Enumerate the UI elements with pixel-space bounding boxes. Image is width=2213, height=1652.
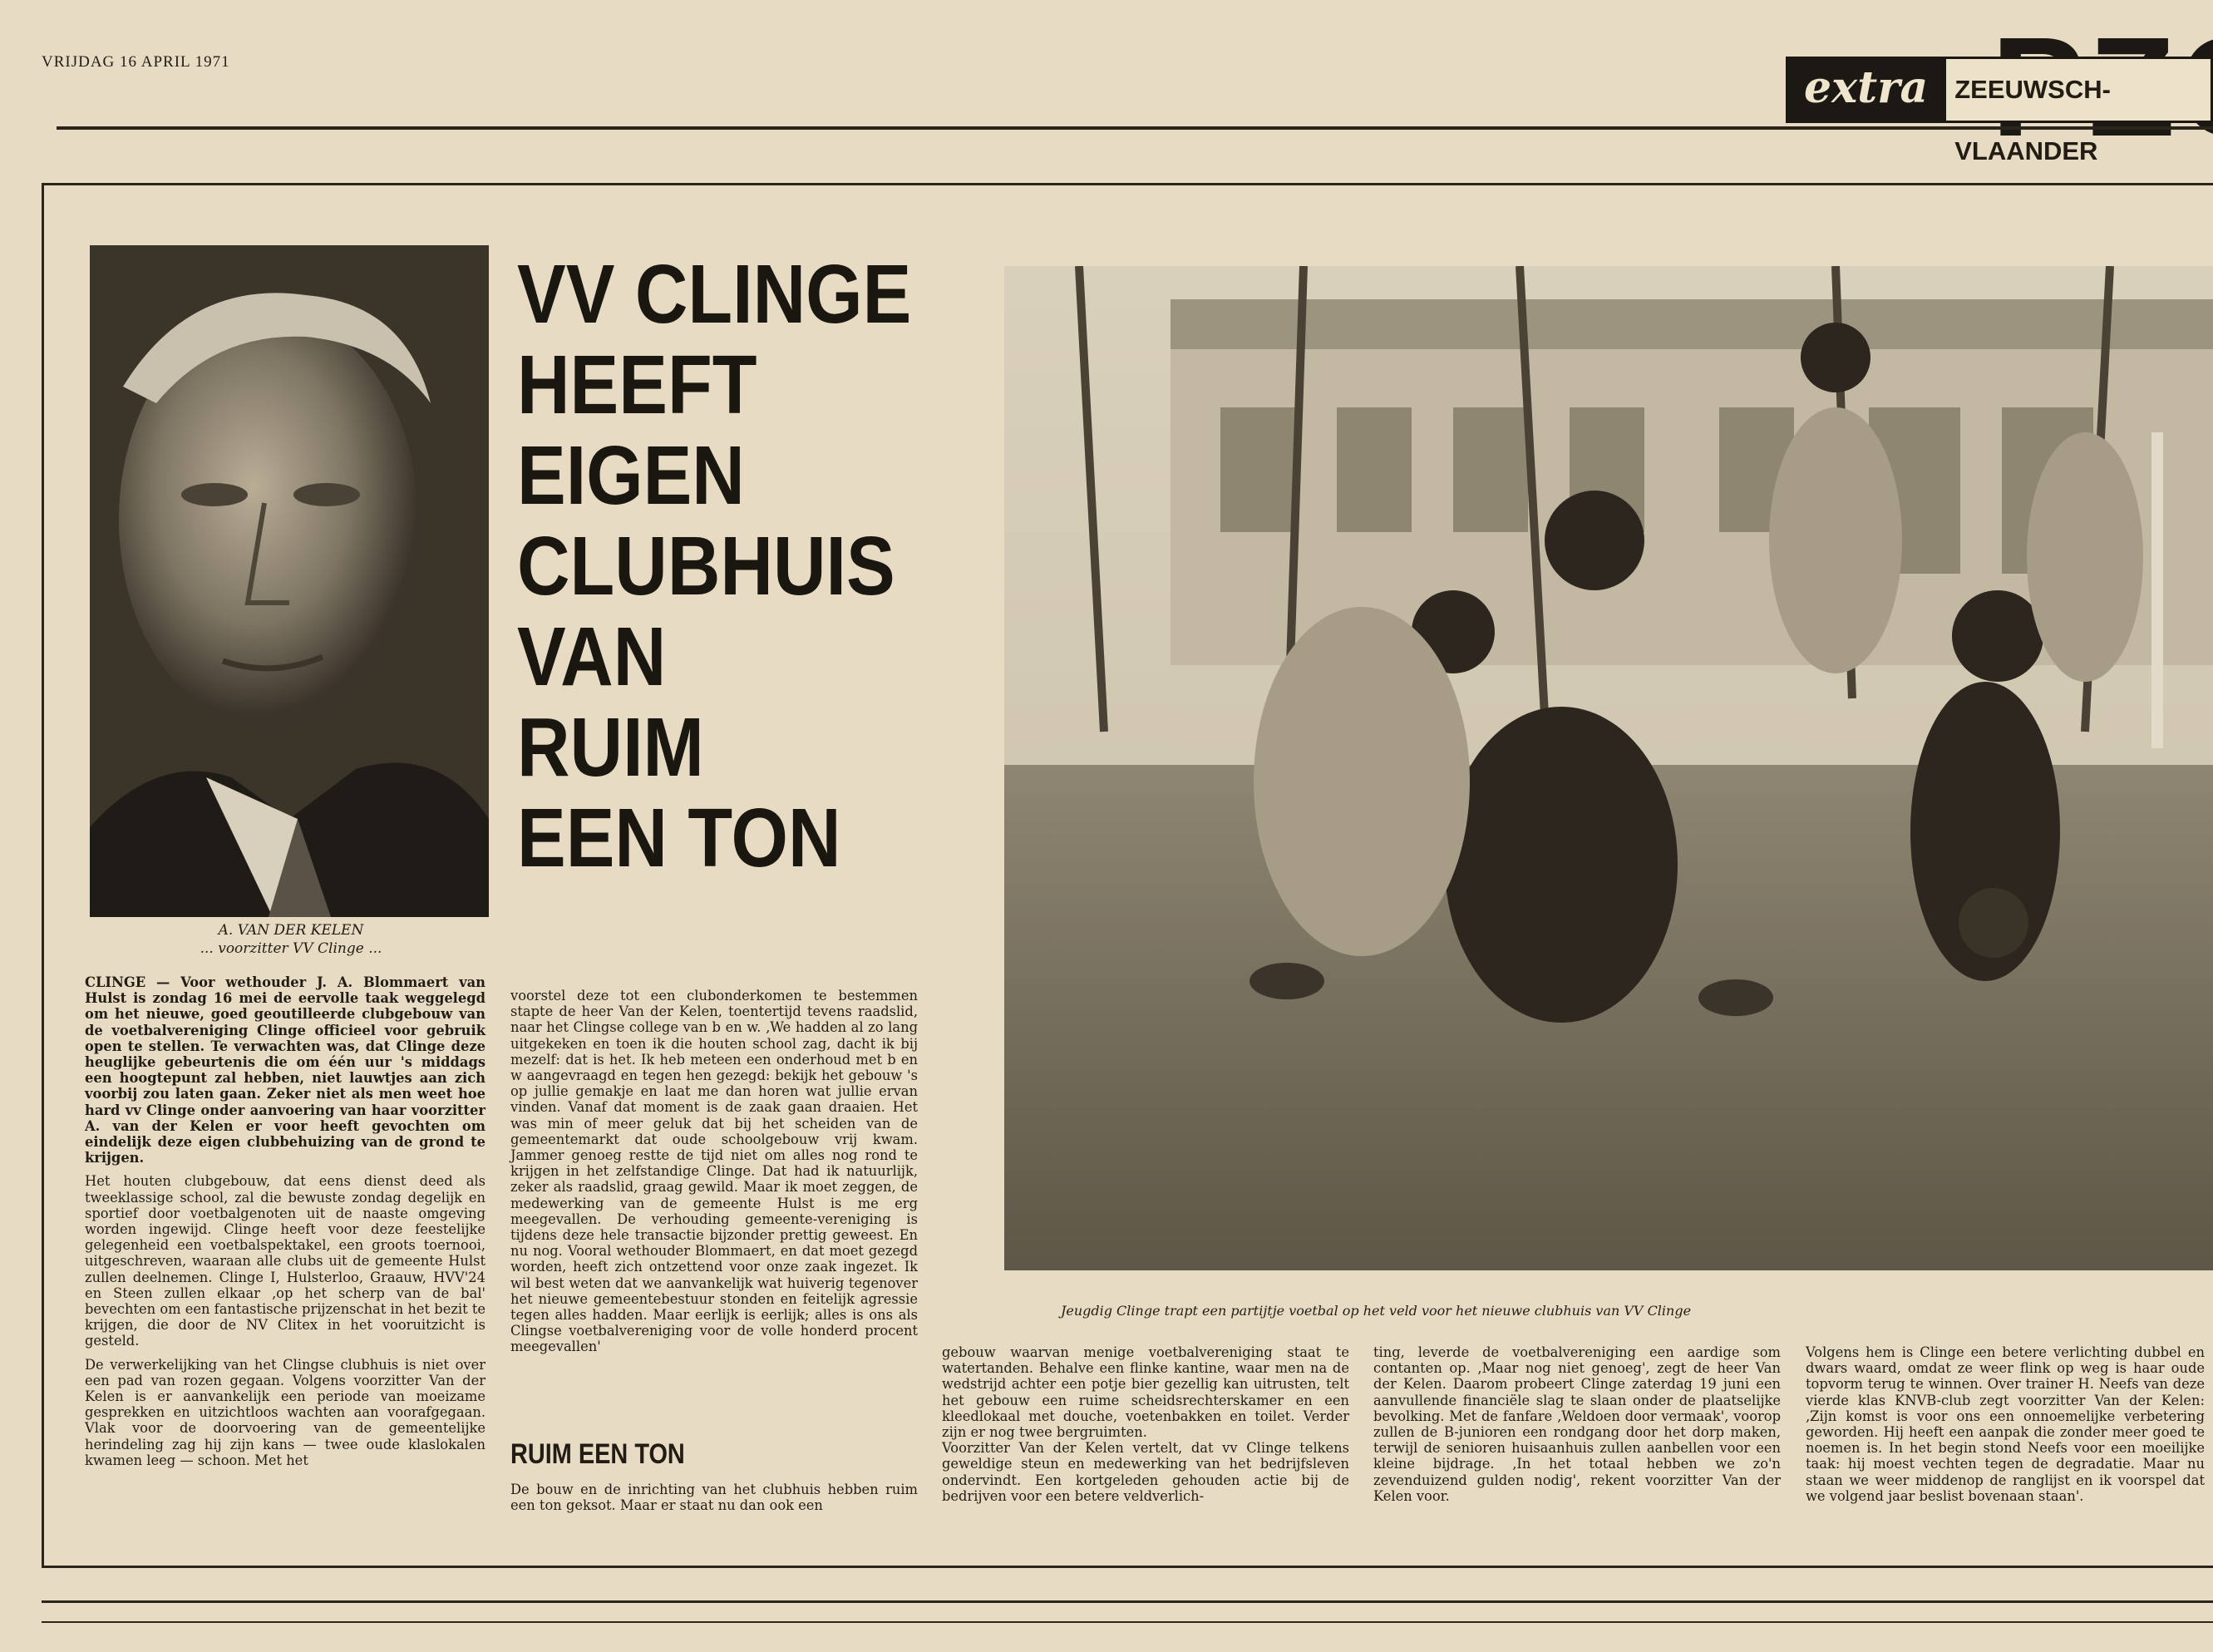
body-paragraph: Voorzitter Van der Kelen vertelt, dat vv Clinge telkens geweldige steun en medewerking van het bedrijfsleven ondervindt. Een kortgeleden gehouden actie bij de bedrijven voor een betere veldverlich- — [942, 1440, 1349, 1504]
portrait-caption — [141, 921, 441, 958]
article-column-5 — [1806, 1344, 2205, 1504]
extra-label: extra — [1786, 57, 1946, 123]
headline-line: VAN — [517, 610, 667, 703]
article-column-2-continued — [510, 1482, 918, 1513]
lead-paragraph: CLINGE — Voor wethouder J. A. Blommaert van Hulst is zondag 16 mei de eervolle taak weggelegd om het nieuwe, goed geoutilleerde clubgebouw van de voetbalvereniging Clinge officieel voor gebruik open te stellen. Te verwachten was, dat Clinge deze heuglijke gebeurtenis die om één uur 's middags een hoogtepunt zal hebben, niet lauwtjes aan zich voorbij zou laten gaan. Zeker niet als men weet hoe hard vv Clinge onder aanvoering van haar voorzitter A. van der Kelen er voor heeft gevochten om eindelijk deze eigen clubbehuizing van de grond te krijgen. — [85, 974, 485, 1166]
article-column-1 — [85, 974, 485, 1476]
body-paragraph: Het houten clubgebouw, dat eens dienst deed als tweeklassige school, zal die bewuste zondag degelijk en sportief door voetbalgenoten uit de naaste omgeving worden ingewijd. Clinge heeft voor deze feestelijke gelegenheid een voetbalspektakel, een groots toernooi, uitgeschreven, waaraan alle clubs uit de gemeente Hulst zullen deelnemen. Clinge I, Hulsterloo, Graauw, HVV'24 en Steen zullen elkaar ‚op het scherp van de bal' bevechten om een fantastische prijzenschat in het bezit te krijgen, die door de NV Clitex in het vooruitzicht is gesteld. — [85, 1173, 486, 1349]
portrait-caption-name: A. VAN DER KELEN — [218, 922, 364, 939]
body-paragraph: voorstel deze tot een clubonderkomen te bestemmen stapte de heer Van der Kelen, toentertijd tevens raadslid, naar het Clingse college van b en w. ‚We hadden al zo lang uitgekeken en toen ik die houten school zag, dacht ik bij mezelf: dat is het. Ik heb meteen een onderhoud met b en w aangevraagd en tegen hen gezegd: bekijk het gebouw 's op jullie gemakje en laat me dan horen wat jullie ervan vinden. Vanaf dat moment is de zaak gaan draaien. Het was min of meer geluk dat bij het scheiden van de gemeentemarkt dat oude schoolgebouw vrij kwam. Jammer genoeg restte de tijd niet om alles nog rond te krijgen in het zelfstandige Clinge. Dat had ik natuurlijk, zeker als raadslid, graag gewild. Maar ik moet zeggen, de medewerking van de gemeente Hulst is me erg meegevallen. De verhouding gemeente-vereniging is tijdens deze hele transactie bijzonder prettig geweest. En nu nog. Vooral wethouder Blommaert, en dat moet gezegd worden, heeft zich ontzettend voor onze zaak ingezet. Ik wil best weten dat we aanvankelijk wat huiverig tegenover het nieuwe gemeentebestuur stonden en feitelijk agressie tegen alles hadden. Maar eerlijk is eerlijk; alles is ons als Clingse voetbalvereniging voor de volle honderd procent meegevallen' — [510, 988, 918, 1355]
body-paragraph: Volgens hem is Clinge een betere verlichting dubbel en dwars waard, omdat ze weer flink op weg is haar oude topvorm terug te winnen. Over trainer H. Neefs van deze vierde klas KNVB-club zegt voorzitter Van der Kelen: ‚Zijn komst is voor ons een onnoemelijke verbetering geworden. Hij heeft een aanpak die zonder meer goed te noemen is. In het begin stond Neefs voor een moeilijke taak: hij moest vechten tegen de degradatie. Maar nu staan we weer middenop de ranglijst en ik voorspel dat we volgend jaar beslist bovenaan staan'. — [1806, 1344, 2205, 1504]
footer-rules — [42, 1600, 2213, 1623]
portrait-photo — [90, 245, 489, 917]
region-label: ZEEUWSCH-VLAANDER — [1946, 57, 2213, 123]
body-paragraph: De verwerkelijking van het Clingse clubhuis is niet over een pad van rozen gegaan. Volgens voorzitter Van der Kelen is er aanvankelijk een periode van moeizame gesprekken en uitzichtloos wachten aan voorafgegaan. Vlak voor de doorvoering van de gemeentelijke herindeling zag hij zijn kans — twee oude klaslokalen kwamen leeg — schoon. Met het — [85, 1356, 485, 1468]
article-column-3 — [942, 1344, 1349, 1511]
subheading: RUIM EEN TON — [510, 1438, 685, 1470]
headline — [517, 248, 912, 885]
headline-line: VV CLINGE — [517, 248, 912, 341]
headline-line: HEEFT — [517, 338, 757, 431]
dateline: VRIJDAG 16 APRIL 1971 — [42, 53, 230, 71]
headline-line: EEN TON — [517, 791, 841, 885]
photo-caption: Jeugdig Clinge trapt een partijtje voetbal op het veld voor het nieuwe clubhuis van VV Clinge — [1060, 1303, 1692, 1319]
body-paragraph: gebouw waarvan menige voetbalvereniging staat te watertanden. Behalve een flinke kantine, waar men na de wedstrijd achter een potje bier gezellig kan uitrusten, telt het gebouw een ruime scheidsrechterskamer en een kleedlokaal met douche, voetenbakken en toilet. Verder zijn er nog twee bergruimten. — [942, 1344, 1349, 1441]
body-paragraph: ting, leverde de voetbalvereniging een aardige som contanten op. ‚Maar nog niet genoeg', zegt de heer Van der Kelen. Daarom probeert Clinge zaterdag 19 juni een aanvullende financiële slag te slaan onder de plaatselijke bevolking. Met de fanfare ‚Weldoen door vermaak', voorop zullen de B-junioren een rondgang door het dorp maken, terwijl de senioren huisaanhuis zullen aanbellen voor een kleine bijdrage. ‚In het totaal hebben we zo'n zevenduizend gulden nodig', rekent voorzitter Van der Kelen voor. — [1373, 1344, 1781, 1504]
portrait-caption-role: ... voorzitter VV Clinge ... — [200, 940, 382, 957]
section-masthead — [1786, 57, 2213, 165]
body-paragraph: De bouw en de inrichting van het clubhuis hebben ruim een ton geksot. Maar er staat nu dan ook een — [510, 1482, 918, 1514]
football-photo — [1004, 266, 2213, 1270]
headline-line: RUIM — [517, 701, 704, 794]
headline-line: CLUBHUIS — [517, 520, 895, 613]
header-rule — [57, 126, 2213, 130]
article-column-4 — [1373, 1344, 1781, 1504]
article-column-2 — [510, 988, 918, 1355]
headline-line: EIGEN — [517, 429, 745, 522]
